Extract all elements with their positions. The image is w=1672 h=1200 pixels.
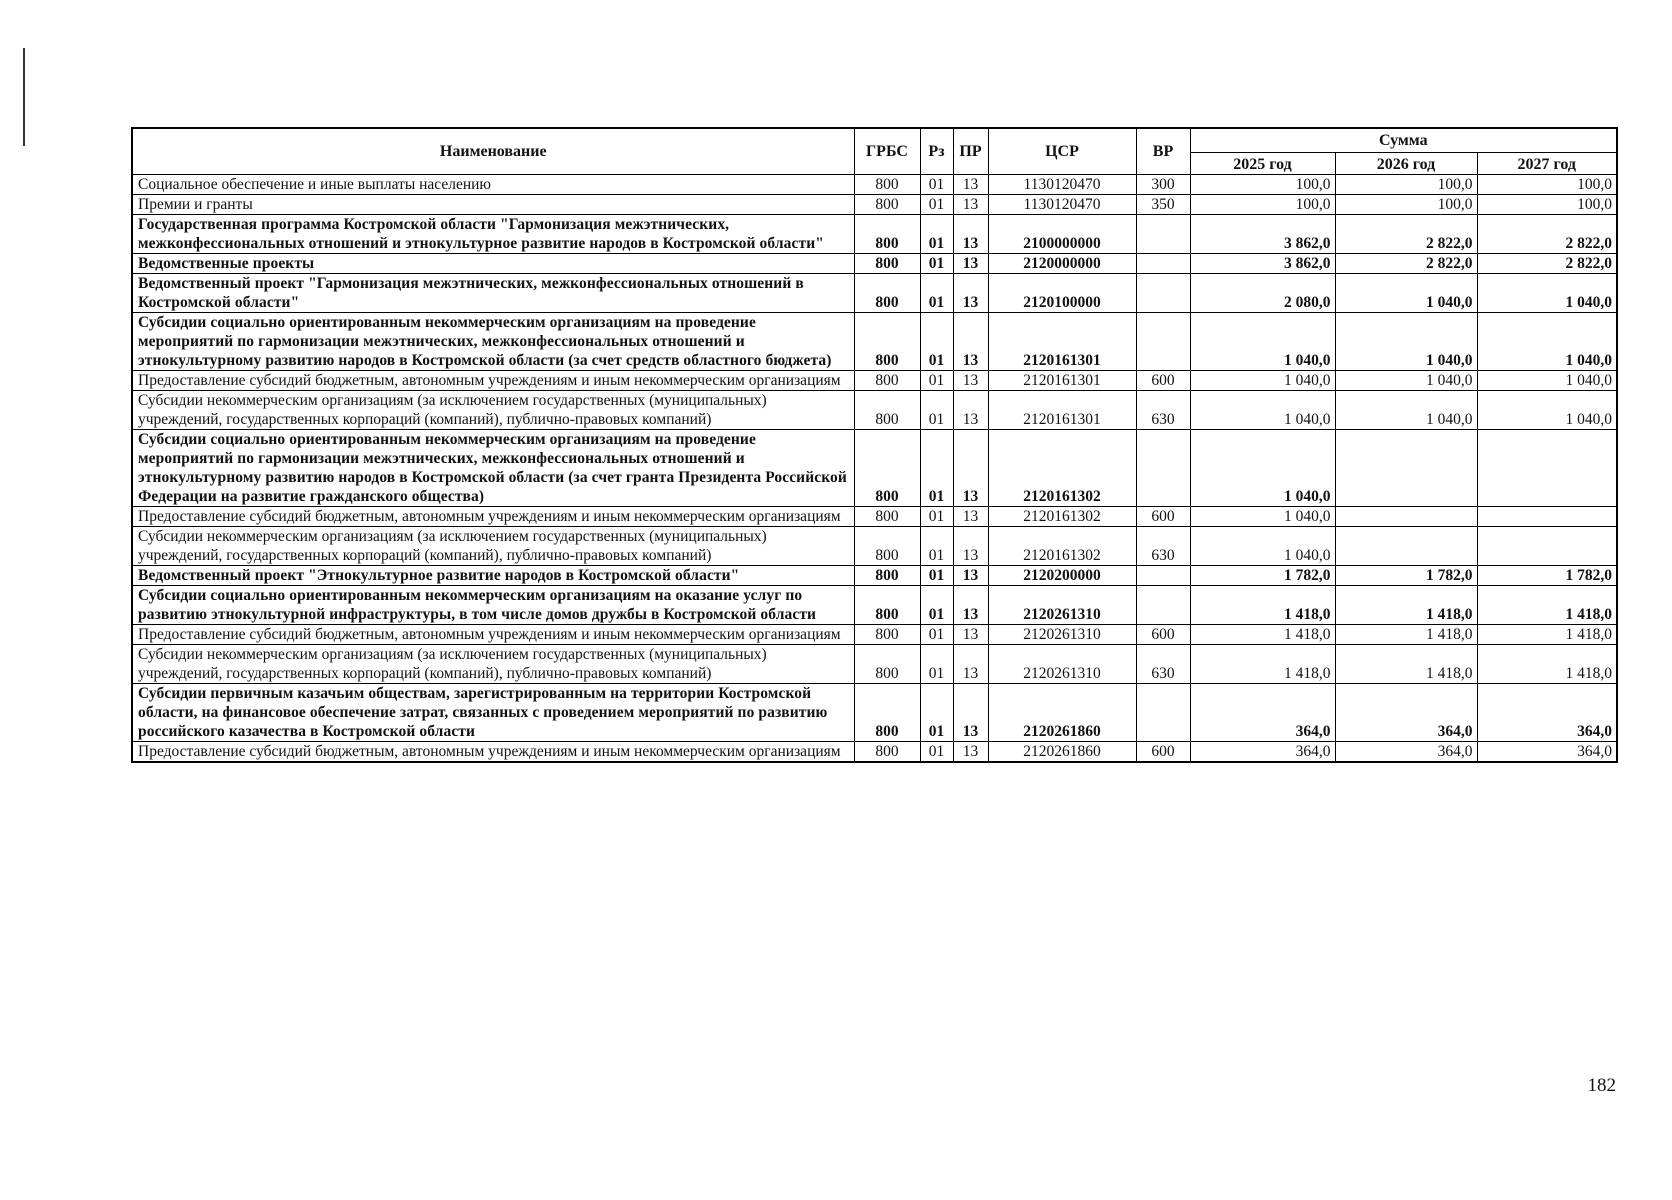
- cell-name: Субсидии социально ориентированным некоммерческим организациям на проведение мероприятий по гармонизации межэтнических, межконфессиональных отношений и этнокультурному развитию народов в Костромской области (за счет гранта Президента Российской Федерации на развитие гражданского общества): [132, 429, 854, 506]
- cell-y2025: 364,0: [1190, 683, 1335, 741]
- cell-name: Ведомственные проекты: [132, 253, 854, 273]
- cell-grbs: 800: [854, 565, 920, 585]
- cell-csr: 2120161301: [988, 312, 1136, 370]
- cell-y2025: 3 862,0: [1190, 253, 1335, 273]
- cell-y2026: [1335, 429, 1477, 506]
- header-name: Наименование: [132, 128, 854, 174]
- cell-grbs: 800: [854, 624, 920, 644]
- cell-csr: 2120161302: [988, 526, 1136, 565]
- cell-vr: [1136, 585, 1190, 624]
- cell-y2025: 1 040,0: [1190, 312, 1335, 370]
- cell-y2027: 364,0: [1477, 741, 1617, 762]
- cell-csr: 2120161302: [988, 506, 1136, 526]
- cell-name: Государственная программа Костромской области "Гармонизация межэтнических, межконфессиональных отношений и этнокультурное развитие народов в Костромской области": [132, 214, 854, 253]
- cell-y2026: 1 040,0: [1335, 312, 1477, 370]
- cell-rz: 01: [920, 565, 953, 585]
- cell-y2025: 1 782,0: [1190, 565, 1335, 585]
- cell-y2027: [1477, 429, 1617, 506]
- cell-y2027: 1 040,0: [1477, 370, 1617, 390]
- cell-grbs: 800: [854, 214, 920, 253]
- cell-grbs: 800: [854, 429, 920, 506]
- budget-table: [131, 127, 1618, 763]
- page-number: 182: [1587, 1075, 1616, 1096]
- cell-rz: 01: [920, 526, 953, 565]
- table-row: [132, 585, 1617, 624]
- cell-pr: 13: [953, 741, 988, 762]
- cell-grbs: 800: [854, 585, 920, 624]
- header-year-2025: 2025 год: [1190, 152, 1335, 174]
- cell-pr: 13: [953, 312, 988, 370]
- cell-pr: 13: [953, 390, 988, 429]
- cell-name: Предоставление субсидий бюджетным, автономным учреждениям и иным некоммерческим организациям: [132, 506, 854, 526]
- cell-csr: 2120261860: [988, 741, 1136, 762]
- cell-grbs: 800: [854, 312, 920, 370]
- cell-y2027: 2 822,0: [1477, 214, 1617, 253]
- cell-y2027: 1 418,0: [1477, 644, 1617, 683]
- cell-y2026: 1 040,0: [1335, 390, 1477, 429]
- cell-y2026: 1 418,0: [1335, 624, 1477, 644]
- cell-y2027: 1 782,0: [1477, 565, 1617, 585]
- cell-pr: 13: [953, 644, 988, 683]
- cell-grbs: 800: [854, 253, 920, 273]
- cell-vr: [1136, 429, 1190, 506]
- cell-pr: 13: [953, 429, 988, 506]
- header-pr: ПР: [953, 128, 988, 174]
- table-row: [132, 174, 1617, 194]
- cell-y2026: 1 782,0: [1335, 565, 1477, 585]
- cell-grbs: 800: [854, 683, 920, 741]
- table-row: [132, 624, 1617, 644]
- cell-rz: 01: [920, 312, 953, 370]
- cell-rz: 01: [920, 683, 953, 741]
- cell-name: Ведомственный проект "Этнокультурное развитие народов в Костромской области": [132, 565, 854, 585]
- cell-csr: 2120261310: [988, 644, 1136, 683]
- cell-csr: 2120161301: [988, 390, 1136, 429]
- cell-y2026: 1 418,0: [1335, 644, 1477, 683]
- cell-y2025: 1 040,0: [1190, 506, 1335, 526]
- cell-csr: 2120161301: [988, 370, 1136, 390]
- table-row: [132, 370, 1617, 390]
- cell-pr: 13: [953, 526, 988, 565]
- cell-rz: 01: [920, 644, 953, 683]
- cell-y2026: 364,0: [1335, 741, 1477, 762]
- cell-y2027: 364,0: [1477, 683, 1617, 741]
- cell-name: Субсидии некоммерческим организациям (за исключением государственных (муниципальных) учреждений, государственных корпораций (компаний), публично-правовых компаний): [132, 644, 854, 683]
- cell-vr: [1136, 273, 1190, 312]
- cell-y2025: 1 418,0: [1190, 644, 1335, 683]
- cell-name: Субсидии социально ориентированным некоммерческим организациям на оказание услуг по развитию этнокультурной инфраструктуры, в том числе домов дружбы в Костромской области: [132, 585, 854, 624]
- cell-y2025: 100,0: [1190, 194, 1335, 214]
- header-sum: Сумма: [1190, 128, 1617, 152]
- cell-y2027: 1 418,0: [1477, 624, 1617, 644]
- cell-y2026: 2 822,0: [1335, 214, 1477, 253]
- cell-pr: 13: [953, 585, 988, 624]
- cell-csr: 1130120470: [988, 194, 1136, 214]
- cell-grbs: 800: [854, 194, 920, 214]
- cell-csr: 1130120470: [988, 174, 1136, 194]
- cell-pr: 13: [953, 370, 988, 390]
- cell-vr: 600: [1136, 506, 1190, 526]
- cell-rz: 01: [920, 174, 953, 194]
- cell-vr: 600: [1136, 741, 1190, 762]
- table-row: [132, 312, 1617, 370]
- cell-name: Премии и гранты: [132, 194, 854, 214]
- cell-rz: 01: [920, 370, 953, 390]
- cell-y2025: 364,0: [1190, 741, 1335, 762]
- cell-y2026: 100,0: [1335, 194, 1477, 214]
- cell-y2026: 1 040,0: [1335, 370, 1477, 390]
- cell-vr: 350: [1136, 194, 1190, 214]
- cell-grbs: 800: [854, 506, 920, 526]
- cell-name: Субсидии первичным казачьим обществам, зарегистрированным на территории Костромской области, на финансовое обеспечение затрат, связанных с проведением мероприятий по развитию российского казачества в Костромской области: [132, 683, 854, 741]
- header-vr: ВР: [1136, 128, 1190, 174]
- table-row: [132, 683, 1617, 741]
- cell-name: Ведомственный проект "Гармонизация межэтнических, межконфессиональных отношений в Костромской области": [132, 273, 854, 312]
- table-row: [132, 390, 1617, 429]
- cell-grbs: 800: [854, 273, 920, 312]
- cell-csr: 2120261310: [988, 624, 1136, 644]
- cell-rz: 01: [920, 429, 953, 506]
- cell-y2026: [1335, 526, 1477, 565]
- cell-y2025: 1 418,0: [1190, 624, 1335, 644]
- cell-y2027: 1 040,0: [1477, 273, 1617, 312]
- table-row: [132, 741, 1617, 762]
- cell-pr: 13: [953, 273, 988, 312]
- cell-y2025: 2 080,0: [1190, 273, 1335, 312]
- cell-y2026: 1 418,0: [1335, 585, 1477, 624]
- cell-csr: 2120000000: [988, 253, 1136, 273]
- header-rz: Рз: [920, 128, 953, 174]
- cell-vr: 600: [1136, 624, 1190, 644]
- cell-rz: 01: [920, 253, 953, 273]
- cell-y2026: 2 822,0: [1335, 253, 1477, 273]
- cell-name: Социальное обеспечение и иные выплаты населению: [132, 174, 854, 194]
- cell-y2025: 3 862,0: [1190, 214, 1335, 253]
- header-csr: ЦСР: [988, 128, 1136, 174]
- cell-csr: 2120200000: [988, 565, 1136, 585]
- cell-y2025: 1 040,0: [1190, 526, 1335, 565]
- cell-name: Предоставление субсидий бюджетным, автономным учреждениям и иным некоммерческим организациям: [132, 370, 854, 390]
- table-row: [132, 273, 1617, 312]
- cell-y2027: [1477, 506, 1617, 526]
- table-row: [132, 429, 1617, 506]
- cell-y2027: 1 418,0: [1477, 585, 1617, 624]
- cell-csr: 2100000000: [988, 214, 1136, 253]
- cell-pr: 13: [953, 683, 988, 741]
- cell-y2026: 100,0: [1335, 174, 1477, 194]
- cell-csr: 2120261860: [988, 683, 1136, 741]
- cell-name: Субсидии некоммерческим организациям (за исключением государственных (муниципальных) учреждений, государственных корпораций (компаний), публично-правовых компаний): [132, 390, 854, 429]
- cell-pr: 13: [953, 624, 988, 644]
- cell-rz: 01: [920, 194, 953, 214]
- header-year-2027: 2027 год: [1477, 152, 1617, 174]
- cell-rz: 01: [920, 273, 953, 312]
- table-body: [132, 174, 1617, 762]
- cell-grbs: 800: [854, 174, 920, 194]
- cell-vr: 600: [1136, 370, 1190, 390]
- cell-y2026: 364,0: [1335, 683, 1477, 741]
- cell-vr: 630: [1136, 644, 1190, 683]
- cell-name: Предоставление субсидий бюджетным, автономным учреждениям и иным некоммерческим организациям: [132, 741, 854, 762]
- cell-y2027: 100,0: [1477, 174, 1617, 194]
- cell-name: Субсидии социально ориентированным некоммерческим организациям на проведение мероприятий по гармонизации межэтнических, межконфессиональных отношений и этнокультурному развитию народов в Костромской области (за счет средств областного бюджета): [132, 312, 854, 370]
- cell-name: Субсидии некоммерческим организациям (за исключением государственных (муниципальных) учреждений, государственных корпораций (компаний), публично-правовых компаний): [132, 526, 854, 565]
- cell-csr: 2120100000: [988, 273, 1136, 312]
- cell-y2025: 1 418,0: [1190, 585, 1335, 624]
- table-row: [132, 506, 1617, 526]
- cell-y2025: 1 040,0: [1190, 390, 1335, 429]
- cell-pr: 13: [953, 174, 988, 194]
- table-row: [132, 644, 1617, 683]
- table-row: [132, 565, 1617, 585]
- cell-y2026: [1335, 506, 1477, 526]
- cell-vr: 300: [1136, 174, 1190, 194]
- cell-grbs: 800: [854, 741, 920, 762]
- header-year-2026: 2026 год: [1335, 152, 1477, 174]
- cell-y2027: 1 040,0: [1477, 312, 1617, 370]
- cell-vr: [1136, 683, 1190, 741]
- cell-pr: 13: [953, 214, 988, 253]
- table-header: [132, 128, 1617, 174]
- cell-vr: [1136, 253, 1190, 273]
- cell-y2027: [1477, 526, 1617, 565]
- header-grbs: ГРБС: [854, 128, 920, 174]
- cell-vr: [1136, 565, 1190, 585]
- margin-line: [23, 48, 25, 146]
- cell-pr: 13: [953, 194, 988, 214]
- cell-grbs: 800: [854, 390, 920, 429]
- cell-rz: 01: [920, 624, 953, 644]
- cell-y2027: 1 040,0: [1477, 390, 1617, 429]
- cell-grbs: 800: [854, 526, 920, 565]
- cell-vr: [1136, 312, 1190, 370]
- cell-rz: 01: [920, 506, 953, 526]
- table-row: [132, 214, 1617, 253]
- cell-grbs: 800: [854, 644, 920, 683]
- table-row: [132, 526, 1617, 565]
- table-row: [132, 194, 1617, 214]
- cell-pr: 13: [953, 565, 988, 585]
- cell-grbs: 800: [854, 370, 920, 390]
- cell-rz: 01: [920, 214, 953, 253]
- cell-y2026: 1 040,0: [1335, 273, 1477, 312]
- cell-pr: 13: [953, 253, 988, 273]
- table-row: [132, 253, 1617, 273]
- cell-pr: 13: [953, 506, 988, 526]
- cell-csr: 2120261310: [988, 585, 1136, 624]
- cell-rz: 01: [920, 390, 953, 429]
- cell-rz: 01: [920, 585, 953, 624]
- cell-rz: 01: [920, 741, 953, 762]
- cell-csr: 2120161302: [988, 429, 1136, 506]
- cell-vr: [1136, 214, 1190, 253]
- cell-y2025: 1 040,0: [1190, 429, 1335, 506]
- cell-y2025: 1 040,0: [1190, 370, 1335, 390]
- cell-y2025: 100,0: [1190, 174, 1335, 194]
- cell-y2027: 100,0: [1477, 194, 1617, 214]
- cell-vr: 630: [1136, 390, 1190, 429]
- cell-y2027: 2 822,0: [1477, 253, 1617, 273]
- cell-vr: 630: [1136, 526, 1190, 565]
- cell-name: Предоставление субсидий бюджетным, автономным учреждениям и иным некоммерческим организациям: [132, 624, 854, 644]
